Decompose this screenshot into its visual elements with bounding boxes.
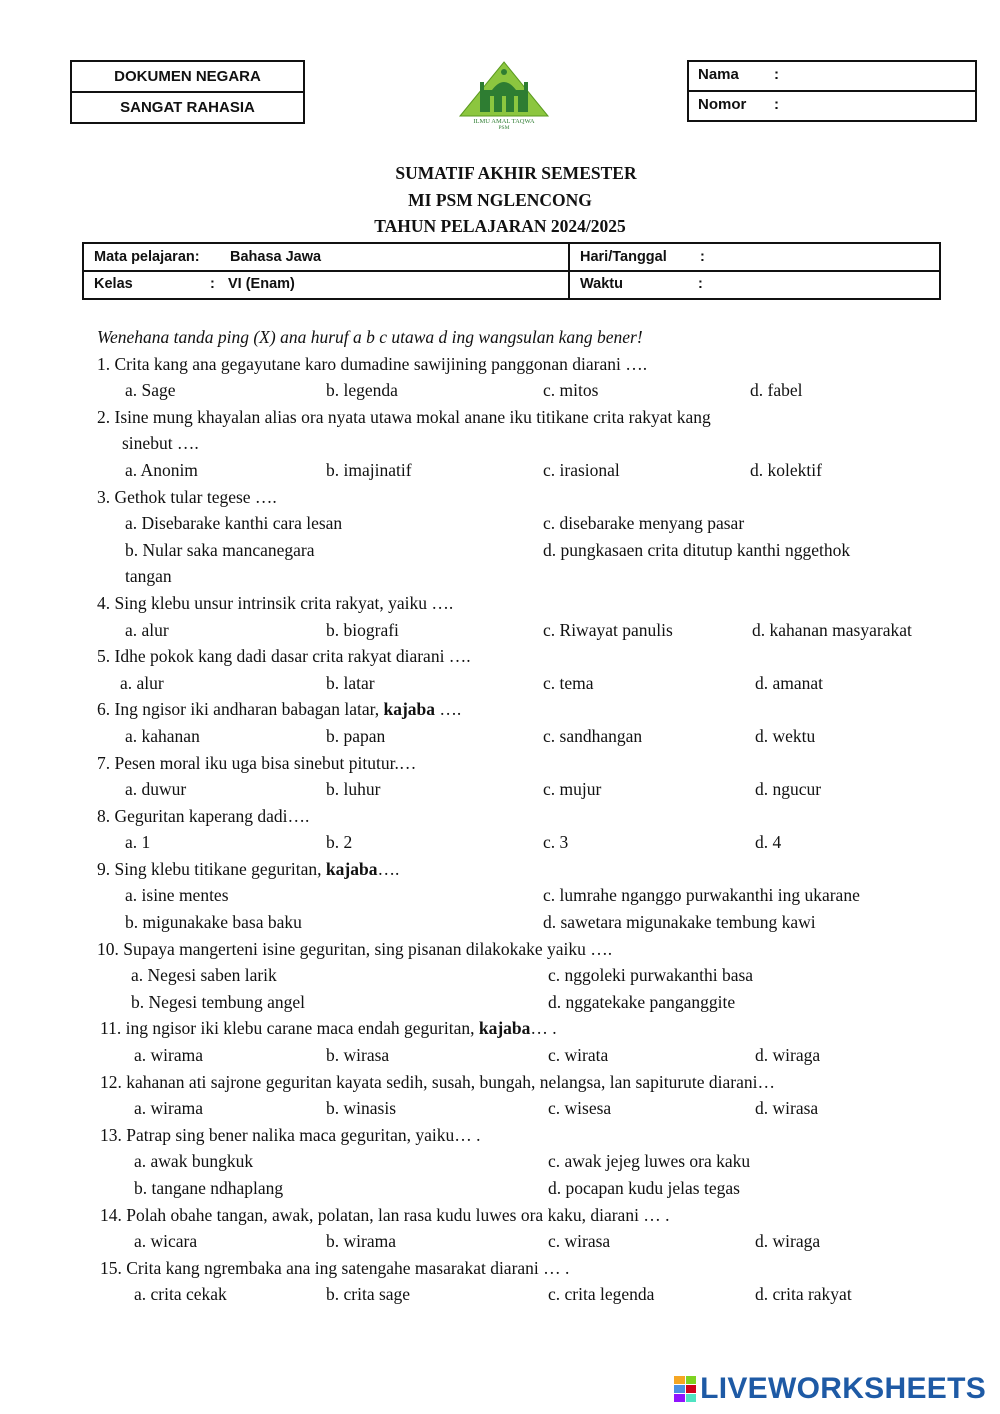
academic-year: TAHUN PELAJARAN 2024/2025 — [374, 216, 626, 236]
classification-line-1: DOKUMEN NEGARA — [114, 68, 261, 85]
q12-option-b[interactable]: b. winasis — [326, 1098, 396, 1119]
q13-option-a[interactable]: a. awak bungkuk — [134, 1151, 254, 1172]
question-9: 9. Sing klebu titikane geguritan, kajaba…. — [97, 858, 400, 879]
liveworksheets-logo-icon — [674, 1376, 696, 1402]
class-separator: : — [210, 276, 215, 292]
q5-option-c[interactable]: c. tema — [543, 672, 594, 693]
q9-option-c[interactable]: c. lumrahe nganggo purwakanthi ing ukarane — [543, 885, 860, 906]
q14-option-a[interactable]: a. wicara — [134, 1231, 198, 1252]
question-2: 2. Isine mung khayalan alias ora nyata utawa mokal anane iku titikane crita rakyat kang — [97, 406, 711, 427]
q13-option-d[interactable]: d. pocapan kudu jelas tegas — [548, 1178, 740, 1198]
q3-option-d-continued: tangan — [125, 566, 172, 587]
question-10: 10. Supaya mangerteni isine geguritan, sing pisanan dilakokake yaiku …. — [97, 938, 613, 959]
q4-option-b[interactable]: b. biografi — [326, 619, 399, 640]
q11-option-c[interactable]: c. wirata — [548, 1045, 609, 1066]
q7-option-c[interactable]: c. mujur — [543, 779, 602, 800]
q6-option-c[interactable]: c. sandhangan — [543, 725, 643, 746]
q10-option-c[interactable]: c. nggoleki purwakanthi basa — [548, 965, 754, 986]
q1-option-a[interactable]: a. Sage — [125, 380, 176, 401]
classification-line-2: SANGAT RAHASIA — [72, 91, 303, 122]
question-3: 3. Gethok tular tegese …. — [97, 486, 277, 507]
question-2-continued: sinebut …. — [122, 433, 199, 454]
q3-option-c[interactable]: c. disebarake menyang pasar — [543, 513, 745, 534]
q10-option-b[interactable]: b. Negesi tembung angel — [131, 991, 305, 1012]
subject-label: Mata pelajaran: — [94, 249, 200, 265]
q2-option-c[interactable]: c. irasional — [543, 459, 620, 480]
q2-option-a[interactable]: a. Anonim — [125, 459, 198, 480]
q3-option-b[interactable]: b. Nular saka mancanegara — [125, 539, 315, 560]
day-separator: : — [700, 249, 705, 265]
q14-option-d[interactable]: d. wiraga — [755, 1231, 821, 1252]
name-separator: : — [774, 66, 779, 83]
q6-option-b[interactable]: b. papan — [326, 725, 386, 746]
q1-option-b[interactable]: b. legenda — [326, 380, 398, 401]
q12-option-a[interactable]: a. wirama — [134, 1098, 203, 1119]
q14-option-b[interactable]: b. wirama — [326, 1231, 396, 1252]
q8-option-c[interactable]: c. 3 — [543, 832, 569, 853]
name-row[interactable] — [689, 62, 975, 90]
q10-option-d[interactable]: d. nggatekake panganggite — [548, 991, 736, 1012]
q11-option-a[interactable]: a. wirama — [134, 1045, 203, 1066]
name-label: Nama — [698, 66, 739, 83]
time-label: Waktu — [580, 276, 623, 292]
q10-option-a[interactable]: a. Negesi saben larik — [131, 965, 277, 986]
q9-option-b[interactable]: b. migunakake basa baku — [125, 912, 302, 933]
q5-option-a[interactable]: a. alur — [120, 672, 164, 693]
subject-value: Bahasa Jawa — [230, 249, 322, 265]
q1-option-c[interactable]: c. mitos — [543, 380, 599, 401]
q8-option-a[interactable]: a. 1 — [125, 832, 151, 853]
number-separator: : — [774, 96, 779, 113]
q1-option-d[interactable]: d. fabel — [750, 380, 803, 401]
class-label: Kelas — [94, 276, 133, 292]
classification-box — [70, 60, 305, 124]
q6-option-d[interactable]: d. wektu — [755, 725, 816, 746]
q7-option-b[interactable]: b. luhur — [326, 779, 381, 800]
class-value: VI (Enam) — [228, 276, 295, 292]
q3-option-d[interactable]: d. pungkasaen crita ditutup kanthi nggethok — [543, 539, 851, 560]
question-7: 7. Pesen moral iku uga bisa sinebut pitutur.… — [97, 752, 417, 773]
q5-option-b[interactable]: b. latar — [326, 672, 375, 693]
exam-title: SUMATIF AKHIR SEMESTER — [395, 163, 637, 183]
liveworksheets-watermark — [674, 1372, 986, 1406]
q15-option-a[interactable]: a. crita cekak — [134, 1284, 227, 1305]
q11-option-d[interactable]: d. wiraga — [755, 1045, 821, 1066]
day-label: Hari/Tanggal — [580, 249, 667, 265]
q15-option-c[interactable]: c. crita legenda — [548, 1284, 655, 1305]
question-15: 15. Crita kang ngrembaka ana ing satengahe masarakat diarani … . — [100, 1257, 570, 1278]
logo-text-2: PSM — [498, 125, 510, 130]
q12-option-c[interactable]: c. wisesa — [548, 1098, 612, 1119]
question-14: 14. Polah obahe tangan, awak, polatan, lan rasa kudu luwes ora kaku, diarani … . — [100, 1204, 670, 1225]
q15-option-d[interactable]: d. crita rakyat — [755, 1284, 852, 1305]
school-name: MI PSM NGLENCONG — [408, 190, 592, 210]
q9-option-d[interactable]: d. sawetara migunakake tembung kawi — [543, 912, 816, 933]
exam-info-table — [82, 242, 941, 300]
q7-option-a[interactable]: a. duwur — [125, 779, 187, 800]
q2-option-b[interactable]: b. imajinatif — [326, 459, 412, 480]
number-label: Nomor — [698, 96, 747, 113]
q3-option-a[interactable]: a. Disebarake kanthi cara lesan — [125, 513, 343, 534]
student-identity-box — [687, 60, 977, 122]
liveworksheets-brand: LIVEWORKSHEETS — [700, 1372, 986, 1405]
school-logo — [458, 60, 550, 130]
q12-option-d[interactable]: d. wirasa — [755, 1098, 819, 1119]
q14-option-c[interactable]: c. wirasa — [548, 1231, 611, 1252]
q13-option-c[interactable]: c. awak jejeg luwes ora kaku — [548, 1151, 751, 1172]
question-8: 8. Geguritan kaperang dadi…. — [97, 805, 310, 826]
logo-text-1: ILMU AMAL TAQWA — [473, 118, 535, 125]
question-list — [0, 324, 1000, 1308]
question-12: 12. kahanan ati sajrone geguritan kayata sedih, susah, bungah, nelangsa, lan sapiturute diarani… — [100, 1071, 775, 1092]
question-1: 1. Crita kang ana gegayutane karo dumadine sawijining panggonan diarani …. — [97, 353, 648, 374]
question-6: 6. Ing ngisor iki andharan babagan latar, kajaba …. — [97, 699, 462, 720]
number-row[interactable] — [689, 90, 975, 120]
q4-option-d[interactable]: d. kahanan masyarakat — [752, 619, 912, 640]
question-4: 4. Sing klebu unsur intrinsik crita rakyat, yaiku …. — [97, 592, 454, 613]
q6-option-a[interactable]: a. kahanan — [125, 725, 200, 746]
q5-option-d[interactable]: d. amanat — [755, 672, 824, 693]
q4-option-c[interactable]: c. Riwayat panulis — [543, 619, 673, 640]
q11-option-b[interactable]: b. wirasa — [326, 1045, 390, 1066]
q8-option-b[interactable]: b. 2 — [326, 832, 353, 853]
q2-option-d[interactable]: d. kolektif — [750, 459, 822, 480]
q8-option-d[interactable]: d. 4 — [755, 832, 782, 853]
q15-option-b[interactable]: b. crita sage — [326, 1284, 411, 1305]
q9-option-a[interactable]: a. isine mentes — [125, 885, 229, 906]
q4-option-a[interactable]: a. alur — [125, 619, 169, 640]
instruction-text: Wenehana tanda ping (X) ana huruf a b c utawa d ing wangsulan kang bener! — [97, 327, 643, 347]
time-separator: : — [698, 276, 703, 292]
q7-option-d[interactable]: d. ngucur — [755, 779, 822, 800]
question-11: 11. ing ngisor iki klebu carane maca endah geguritan, kajaba… . — [100, 1018, 557, 1039]
q13-option-b[interactable]: b. tangane ndhaplang — [134, 1178, 284, 1198]
question-13: 13. Patrap sing bener nalika maca geguritan, yaiku… . — [100, 1124, 481, 1145]
question-5: 5. Idhe pokok kang dadi dasar crita rakyat diarani …. — [97, 646, 471, 667]
